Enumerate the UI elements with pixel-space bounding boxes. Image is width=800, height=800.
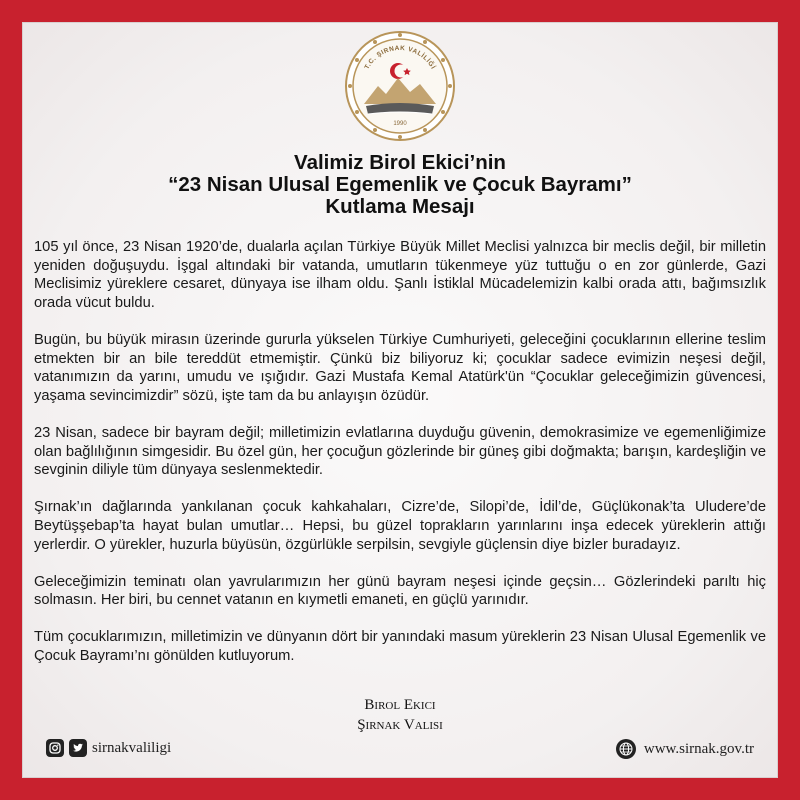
twitter-icon[interactable] [69,739,87,757]
seal-year: 1990 [393,121,407,127]
social-handle[interactable]: sirnakvaliligi [92,739,172,756]
title-line-1: Valimiz Birol Ekici’nin [294,151,506,174]
paragraph-4: Şırnak’ın dağlarında yankılanan çocuk kahkahaları, Cizre’de, Silopi’de, İdil’de, Güçlükonak’ta Uludere’de Beytüşşebap’ta hayat bulan umutlar… Hepsi, bu güzel toprakların yarınlarını inşa edecek yüreklerin attığı yerlerdir. O yürekler, huzurla büyüsün, özgürlükle serpilsin, sevgiyle güçlensin diye bizler buradayız. [34,499,766,553]
website-link-group [616,739,754,759]
website-link[interactable]: www.sirnak.gov.tr [643,740,754,757]
paragraph-6: Tüm çocuklarımızın, milletimizin ve dünyanın dört bir yanındaki masum yüreklerin 23 Nisan Ulusal Egemenlik ve Çocuk Bayramı’nı gönülden kutluyorum. [34,629,766,665]
paragraph-3: 23 Nisan, sadece bir bayram değil; milletimizin evlatlarına duyduğu güvenin, demokrasimize ve egemenliğimize olan bağlılığının simgesidir. Bu özel gün, her çocuğun gözlerinde bir güneş gibi doğmakta; barışın, kardeşliğin ve sevginin diliyle tüm dünyaya seslenmektedir. [34,424,766,479]
paragraph-2: Bugün, bu büyük mirasın üzerinde gururla yükselen Türkiye Cumhuriyeti, geleceğini çocuklarının ellerine teslim etmekten bir an bile tereddüt etmemiştir. Çünkü biz biliyoruz ki; çocuklar sadece evimizin neşesi değil, vatanımızın da yarını, umudu ve ışığıdır. Gazi Mustafa Kemal Atatürk'ün “Çocuklar geleceğimizin güvencesi, yaşama sevincimizdir” sözü, işte tam da bu anlayışın özüdür. [34,331,766,404]
instagram-icon[interactable] [46,739,64,757]
paragraph-1: 105 yıl önce, 23 Nisan 1920’de, dualarla açılan Türkiye Büyük Millet Meclisi yalnızca bir meclis değil, bir milletin yeniden doğuşuydu. İşgal altındaki bir vatanda, umutların tükenmeye yüz tuttuğu o en zor günlerde, Gazi Meclisimiz yüreklere cesaret, dünyaya ise ilham oldu. Şanlı İstiklal Mücadelemizin kalbi orada attı, bağımsızlık orada vücut buldu. [34,239,766,311]
paragraph-5: Geleceğimizin teminatı olan yavrularımızın her günü bayram neşesi içinde geçsin… Gözlerindeki parıltı hiç solmasın. Her biri, bu cennet vatanın en kıymetli emaneti, en güçlü yarınıdır. [34,573,766,609]
message-title [60,152,740,218]
signature-block [300,695,500,735]
seal-top-text: T.C. ŞIRNAK VALİLİĞİ [363,44,437,71]
title-line-3: Kutlama Mesajı [325,195,475,218]
sirnak-governorship-seal [344,30,456,142]
social-links [46,739,171,757]
seal-logo-icon [344,30,456,142]
message-body [34,238,766,684]
signature-name: Birol Ekici [364,697,436,713]
signature-role: Şırnak Valisi [357,717,443,733]
title-line-2: “23 Nisan Ulusal Egemenlik ve Çocuk Bayramı” [168,173,632,196]
globe-icon [616,739,636,759]
